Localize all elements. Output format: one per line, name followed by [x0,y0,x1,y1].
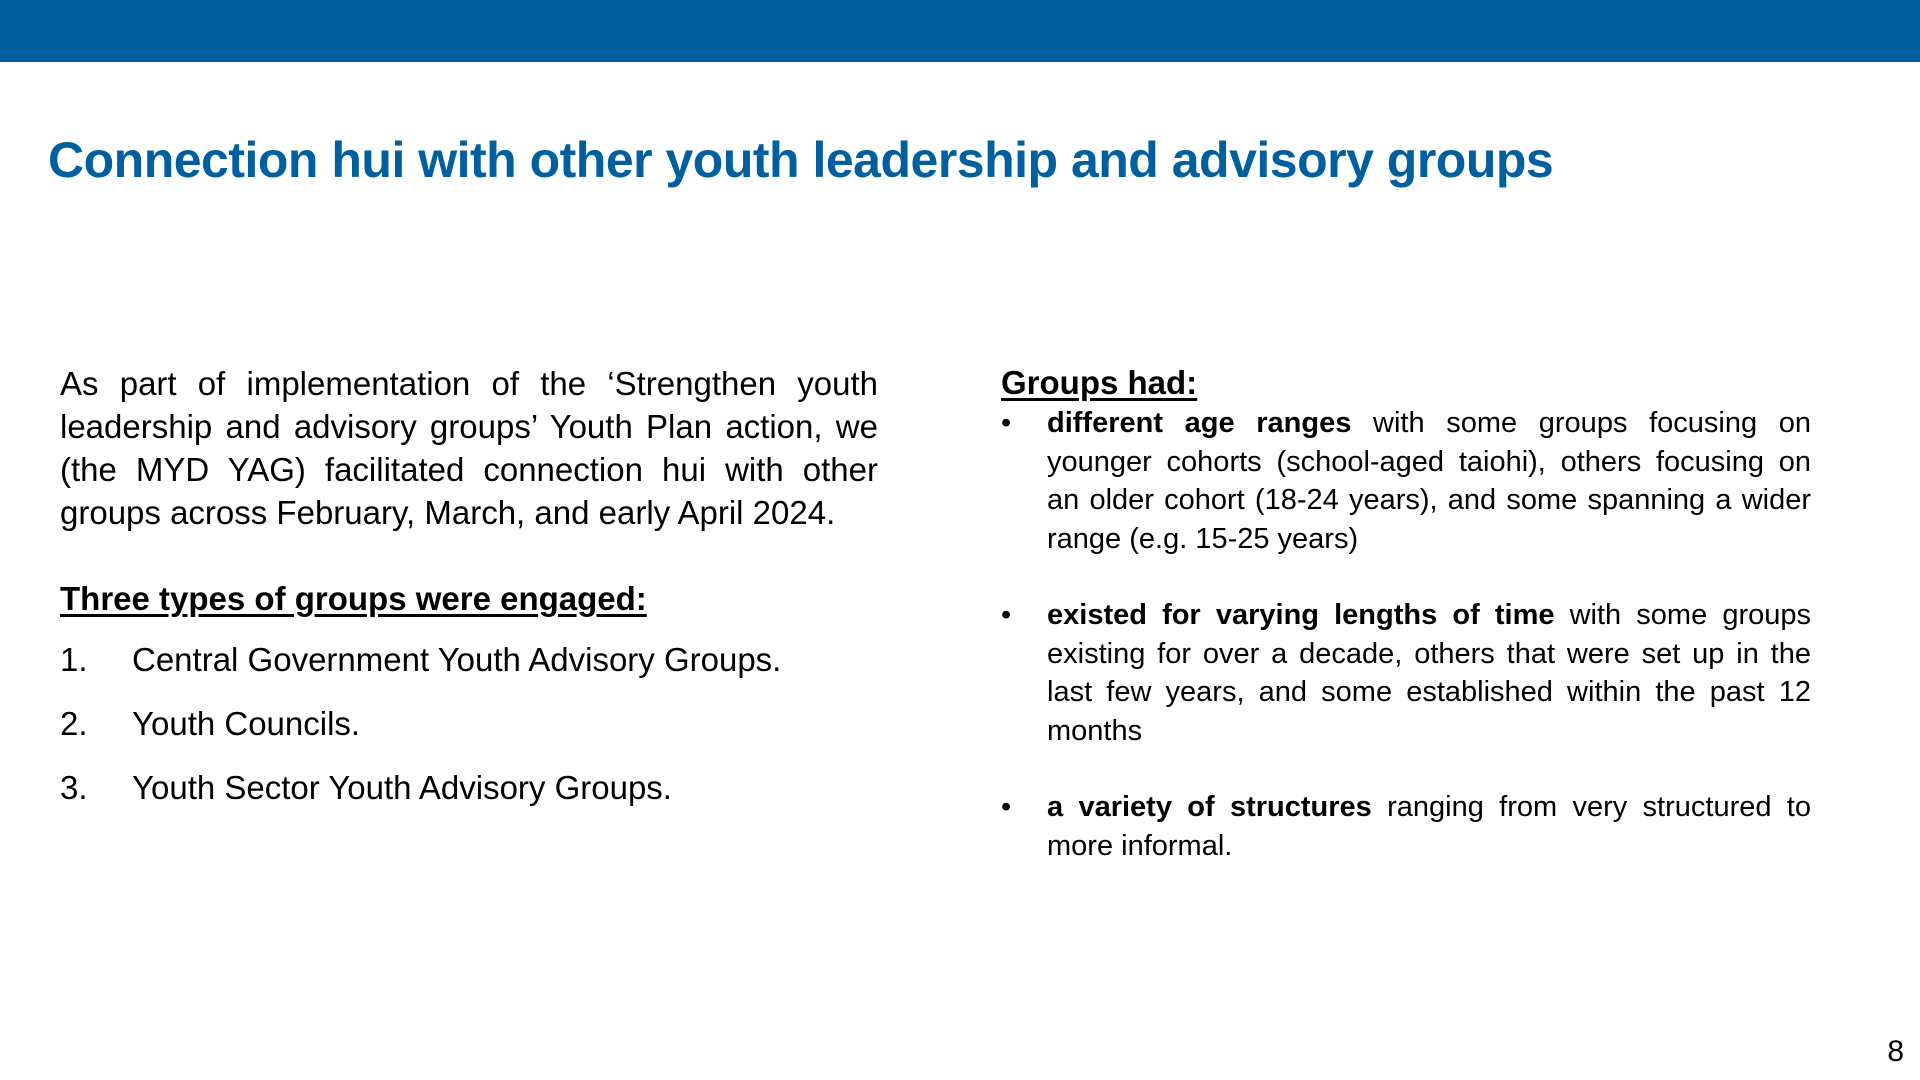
left-column [60,362,878,830]
group-types-heading: Three types of groups were engaged: [60,580,647,617]
list-item-text: Central Government Youth Advisory Groups. [132,641,782,678]
feature-text: ranging from very structured to more informal. [1047,791,1811,862]
list-item [1001,404,1811,558]
list-item [60,702,878,745]
list-item [60,766,878,809]
bullet-icon: • [1001,407,1012,439]
slide-title: Connection hui with other youth leadership and advisory groups [48,132,1554,188]
bullet-icon: • [1001,599,1012,631]
list-item-number: 2. [60,705,88,742]
page-number: 8 [1887,1035,1904,1068]
list-item-text: Youth Sector Youth Advisory Groups. [132,769,672,806]
group-features-list [1001,404,1811,865]
list-item [1001,788,1811,865]
feature-text: with some groups existing for over a decade, others that were set up in the last few years, and some established within the past 12 months [1047,599,1812,747]
feature-text: with some groups focusing on younger cohorts (school-aged taiohi), others focusing on an older cohort (18-24 years), and some spanning a wider range (e.g. 15-25 years) [1047,407,1811,555]
intro-paragraph: As part of implementation of the ‘Strengthen youth leadership and advisory groups’ Youth Plan action, we (the MYD YAG) facilitated connection hui with other groups across February, March, and early April 2024. [60,365,878,531]
list-item [60,638,878,681]
group-types-list [60,638,878,809]
header-band [0,0,1920,62]
list-item-number: 1. [60,641,88,678]
list-item-text: Youth Councils. [132,705,361,742]
feature-highlight: different age ranges [1047,407,1352,439]
list-item [1001,596,1811,750]
groups-had-heading: Groups had: [1001,364,1198,401]
feature-highlight: existed for varying lengths of time [1047,599,1555,631]
feature-highlight: a variety of structures [1047,791,1372,823]
right-column [1001,362,1811,903]
bullet-icon: • [1001,791,1012,823]
list-item-number: 3. [60,769,88,806]
